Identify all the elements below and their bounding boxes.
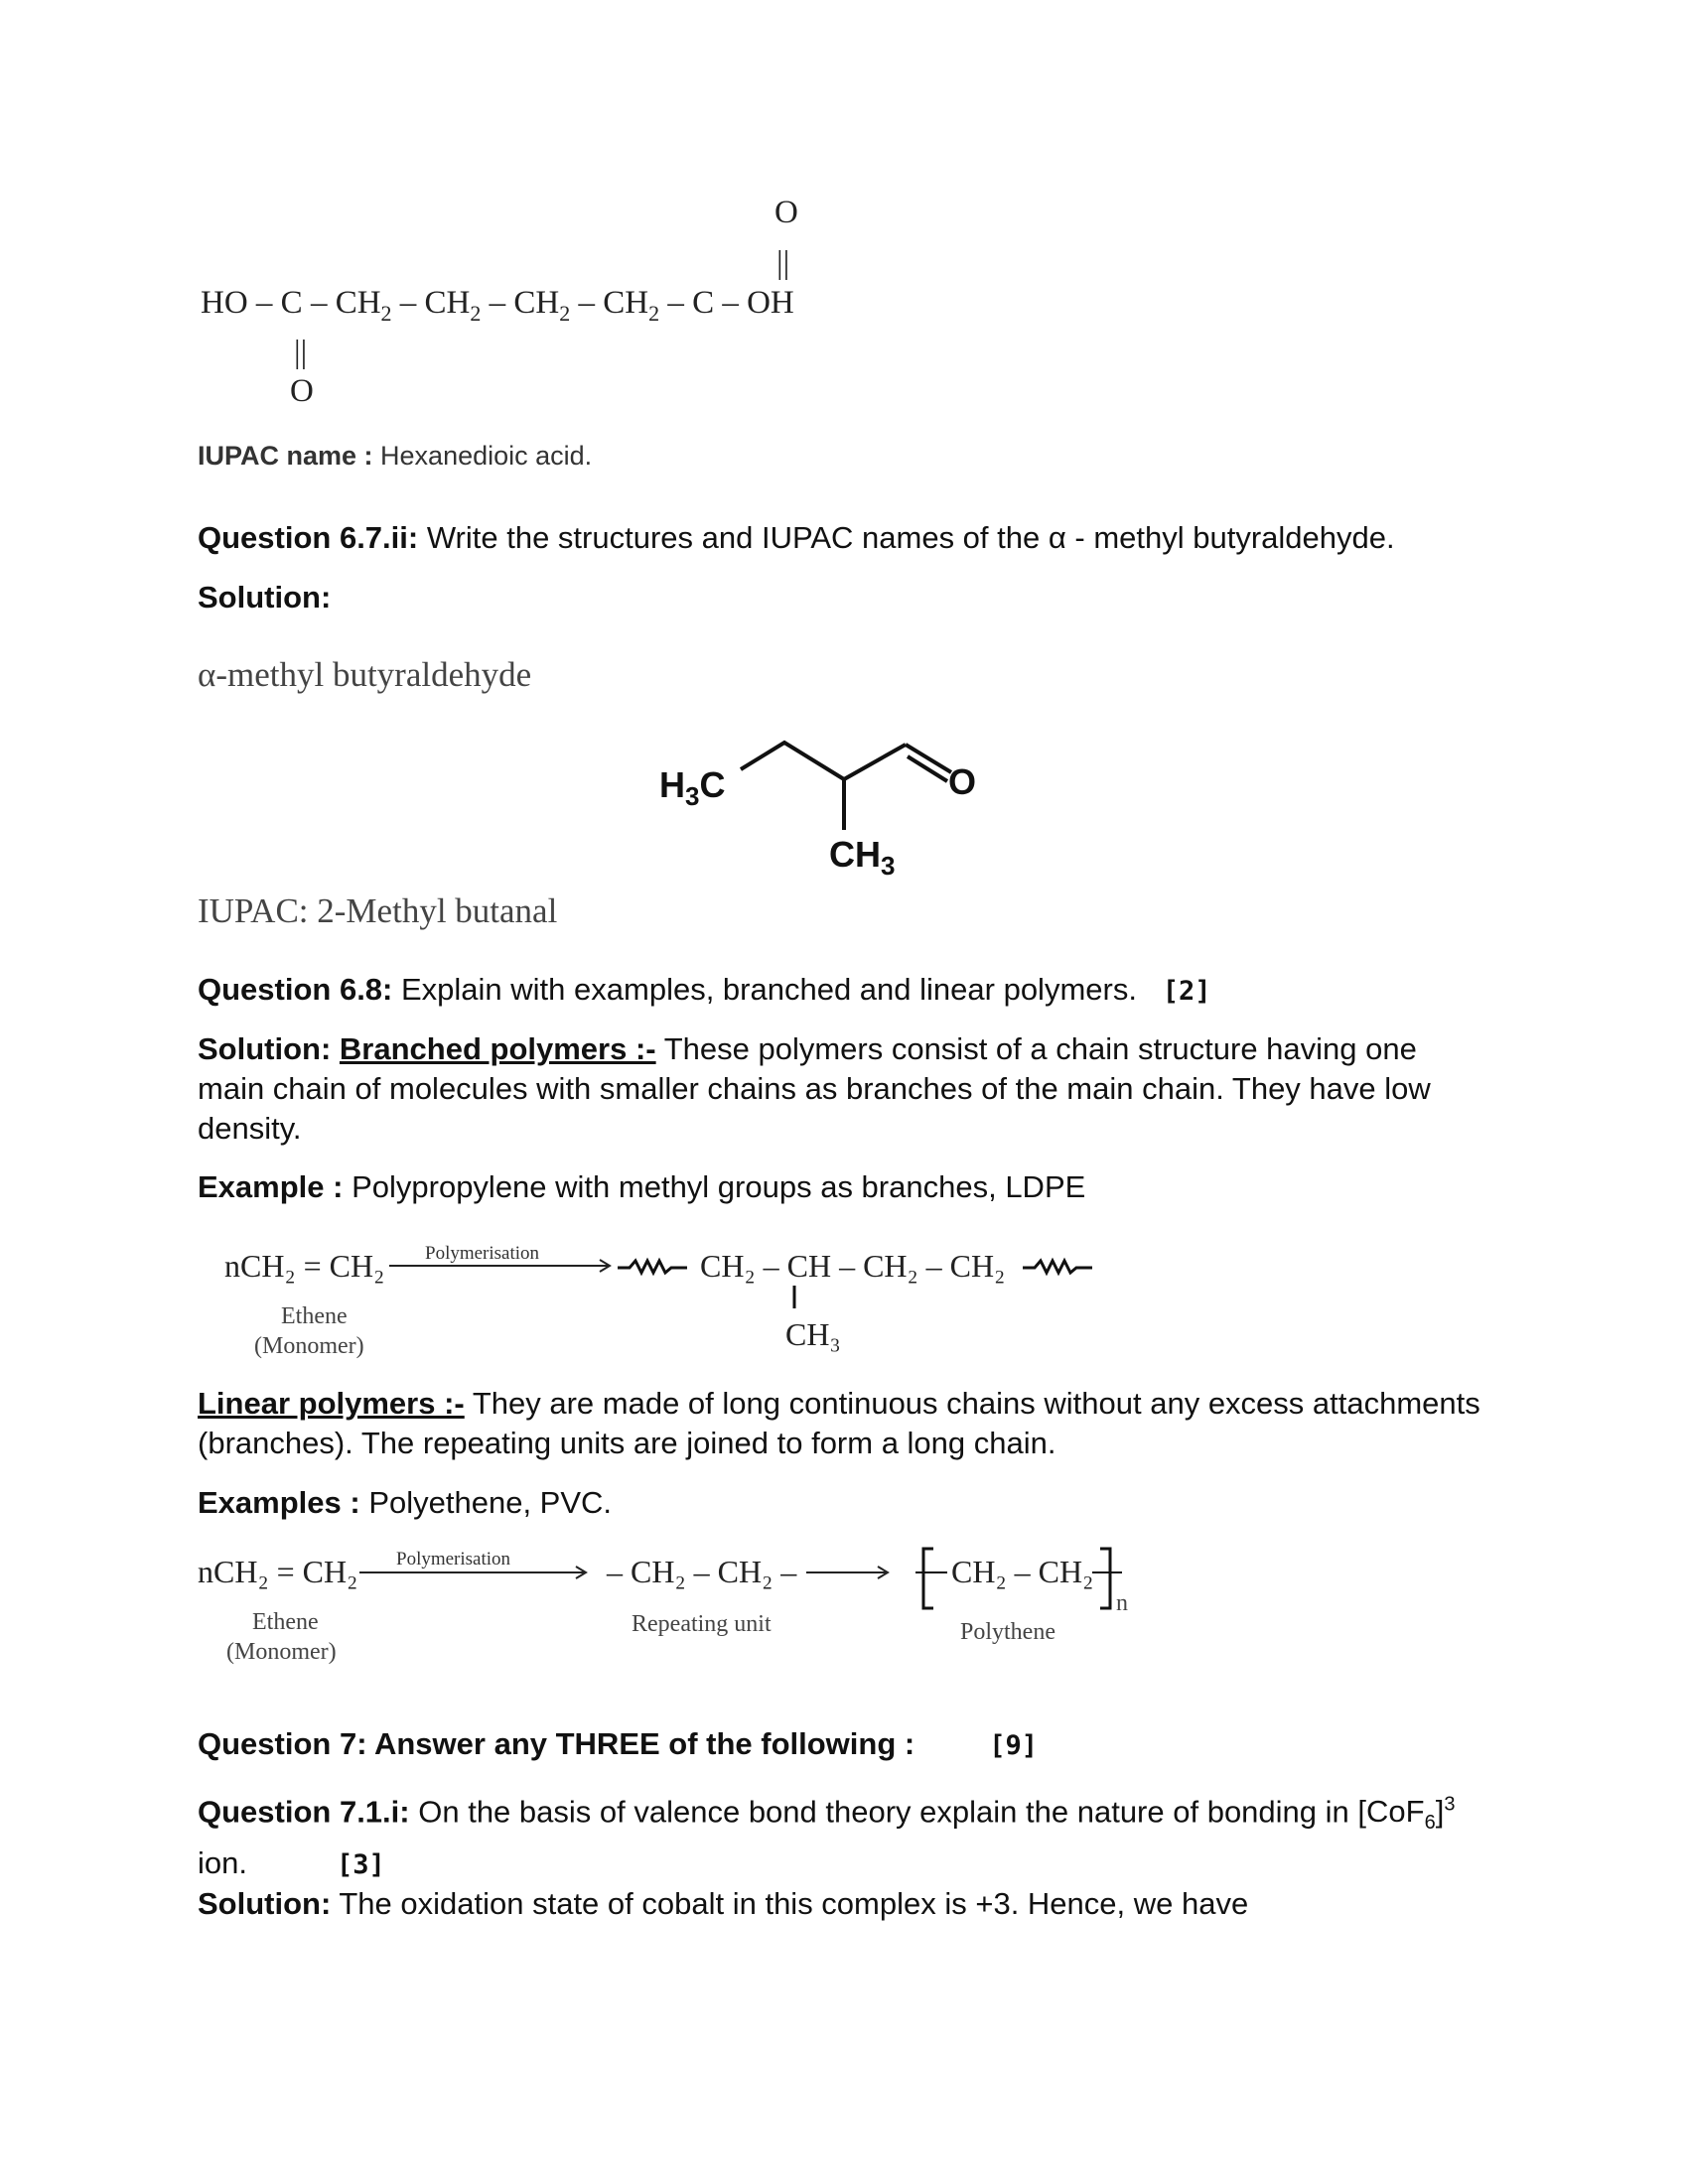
arrow-label: Polymerisation <box>396 1549 511 1570</box>
reactant-name: Ethene <box>281 1303 348 1329</box>
question-6-8 <box>198 970 1488 1012</box>
right-bracket <box>1100 1549 1110 1608</box>
carbon-chain-bonds <box>741 743 906 779</box>
iupac-methyl-butanal: IUPAC: 2-Methyl butanal <box>198 891 558 930</box>
branched-heading: Branched polymers :- <box>339 1031 656 1066</box>
question-label: Question 6.8: <box>198 972 393 1007</box>
solution-text: The oxidation state of cobalt in this complex is +3. Hence, we have <box>339 1886 1249 1921</box>
question-label: Question 7.1.i: <box>198 1794 410 1830</box>
compound-title: α-methyl butyraldehyde <box>198 655 532 694</box>
iupac-label: IUPAC name : <box>198 441 373 471</box>
carbonyl-bond-2 <box>908 756 947 781</box>
branched-polymers-paragraph <box>198 1029 1488 1149</box>
solution-label <box>198 578 1488 617</box>
example-line <box>198 1167 1488 1207</box>
hexanedioic-acid-structure <box>201 195 798 409</box>
ch3-label: $CH_3$ <box>829 834 896 881</box>
carbonyl-oxygen-bottom: O <box>290 373 314 409</box>
branched-text: These polymers consist of a chain structure having one main chain of molecules with smaller chains as branches of the main chain. They have low density. <box>198 1031 1431 1146</box>
oxygen-label: O <box>948 761 977 802</box>
question-7-1-i <box>198 1785 1488 1885</box>
question-label: Question 7: Answer any THREE of the following : <box>198 1726 915 1761</box>
polymer-unit-formula: CH₂ – CH₂ <box>951 1554 1094 1589</box>
solution-label: Solution: <box>198 1886 332 1921</box>
product-formula: CH₂ – CH – CH₂ – CH₂ <box>700 1248 1006 1284</box>
marks-badge: [2] <box>1162 976 1211 1007</box>
reactant-formula: nCH₂ = CH₂ <box>198 1554 358 1589</box>
question-text: Explain with examples, branched and linear polymers. <box>401 972 1137 1007</box>
question-text: Write the structures and IUPAC names of the α - methyl butyraldehyde. <box>426 520 1395 555</box>
zigzag-chain-right <box>1023 1261 1092 1273</box>
double-bond-top: || <box>776 245 790 281</box>
branched-polymer-reaction <box>224 1243 1092 1359</box>
solution-7-1-i <box>198 1884 1488 1924</box>
examples-label: Examples : <box>198 1485 360 1520</box>
linear-text: They are made of long continuous chains without any excess attachments (branches). The repeating units are joined to form a long chain. <box>198 1386 1480 1460</box>
methyl-butanal-skeletal-structure <box>659 743 976 881</box>
ion-formula: $[CoF_6]^3$ ion. <box>198 1794 1456 1880</box>
left-bracket <box>923 1549 933 1608</box>
carbonyl-oxygen-top: O <box>774 195 798 230</box>
linear-polymer-reaction <box>198 1549 1128 1665</box>
double-bond-bottom: || <box>294 335 308 370</box>
zigzag-chain-left <box>618 1261 687 1273</box>
polymer-name: Polythene <box>960 1619 1055 1645</box>
branch-methyl: CH₃ <box>785 1316 841 1352</box>
repeating-unit-name: Repeating unit <box>632 1611 772 1637</box>
iupac-value: Hexanedioic acid. <box>380 441 593 471</box>
marks-badge: [3] <box>336 1848 385 1880</box>
question-6-7-ii <box>198 518 1488 558</box>
solution-label: Solution: <box>198 1031 332 1066</box>
question-text: On the basis of valence bond theory explain the nature of bonding in <box>418 1794 1349 1830</box>
question-label: Question 6.7.ii: <box>198 520 419 555</box>
reactant-formula: nCH₂ = CH₂ <box>224 1248 385 1284</box>
examples-line <box>198 1483 1488 1523</box>
question-7 <box>198 1724 1488 1766</box>
solution-label-text: Solution: <box>198 580 332 614</box>
marks-badge: [9] <box>989 1730 1038 1761</box>
linear-heading: Linear polymers :- <box>198 1386 465 1421</box>
example-label: Example : <box>198 1169 344 1204</box>
reactant-name: Ethene <box>252 1609 319 1635</box>
linear-polymers-paragraph <box>198 1384 1488 1463</box>
examples-text: Polyethene, PVC. <box>368 1485 613 1520</box>
reactant-role: (Monomer) <box>254 1333 364 1359</box>
arrow-label: Polymerisation <box>425 1243 540 1264</box>
repeating-unit-formula: – CH₂ – CH₂ – <box>607 1554 797 1589</box>
chain-formula: HO – C – $CH_2 - CH_2 - CH_2 - CH_2$ – C – OH <box>201 285 794 326</box>
iupac-name-line <box>198 436 1488 476</box>
reactant-role: (Monomer) <box>226 1639 337 1665</box>
subscript-n: n <box>1116 1590 1128 1616</box>
example-text: Polypropylene with methyl groups as branches, LDPE <box>352 1169 1086 1204</box>
h3c-label: $H_3C$ <box>659 764 726 811</box>
